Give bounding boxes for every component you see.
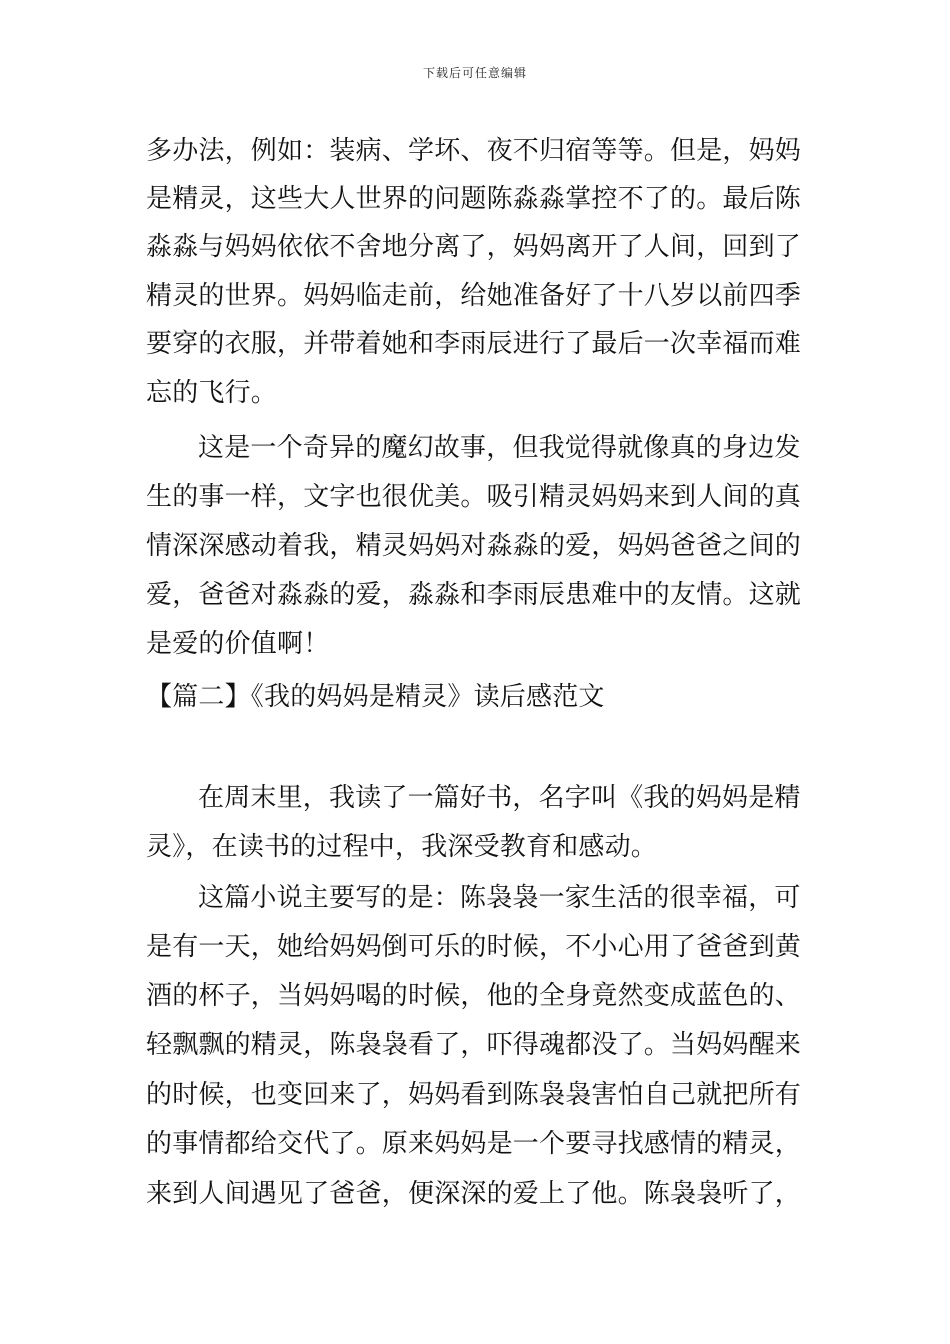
- body-line: 是精灵，这些大人世界的问题陈淼淼掌控不了的。最后陈: [146, 184, 802, 214]
- body-line: 的时候，也变回来了，妈妈看到陈袅袅害怕自己就把所有: [146, 1080, 802, 1110]
- body-line: 精灵的世界。妈妈临走前，给她准备好了十八岁以前四季: [146, 281, 802, 311]
- body-line: 轻飘飘的精灵，陈袅袅看了，吓得魂都没了。当妈妈醒来: [146, 1030, 802, 1060]
- paragraph-first-line: 这篇小说主要写的是：陈袅袅一家生活的很幸福，可: [198, 883, 801, 913]
- body-line: 情深深感动着我，精灵妈妈对淼淼的爱，妈妈爸爸之间的: [146, 531, 802, 561]
- body-line: 要穿的衣服，并带着她和李雨辰进行了最后一次幸福而难: [146, 329, 802, 359]
- body-line: 灵》，在读书的过程中，我深受教育和感动。: [146, 832, 658, 862]
- body-line: 来到人间遇见了爸爸，便深深的爱上了他。陈袅袅听了，: [146, 1179, 802, 1209]
- body-line: 淼淼与妈妈依依不舍地分离了，妈妈离开了人间，回到了: [146, 232, 802, 262]
- page-header-note: 下载后可任意编辑: [422, 66, 527, 80]
- body-line: 的事情都给交代了。原来妈妈是一个要寻找感情的精灵，: [146, 1129, 802, 1159]
- body-line: 忘的飞行。: [146, 378, 278, 408]
- paragraph-first-line: 在周末里，我读了一篇好书，名字叫《我的妈妈是精: [198, 783, 801, 813]
- section-heading: 【篇二】《我的妈妈是精灵》读后感范文: [146, 682, 605, 712]
- body-line: 是爱的价值啊！: [146, 629, 330, 659]
- body-line: 生的事一样，文字也很优美。吸引精灵妈妈来到人间的真: [146, 482, 802, 512]
- body-line: 多办法，例如：装病、学坏、夜不归宿等等。但是，妈妈: [146, 136, 802, 166]
- body-line: 酒的杯子，当妈妈喝的时候，他的全身竟然变成蓝色的、: [146, 981, 802, 1011]
- body-line: 爱，爸爸对淼淼的爱，淼淼和李雨辰患难中的友情。这就: [146, 580, 802, 610]
- paragraph-first-line: 这是一个奇异的魔幻故事，但我觉得就像真的身边发: [198, 433, 801, 463]
- body-line: 是有一天，她给妈妈倒可乐的时候，不小心用了爸爸到黄: [146, 932, 802, 962]
